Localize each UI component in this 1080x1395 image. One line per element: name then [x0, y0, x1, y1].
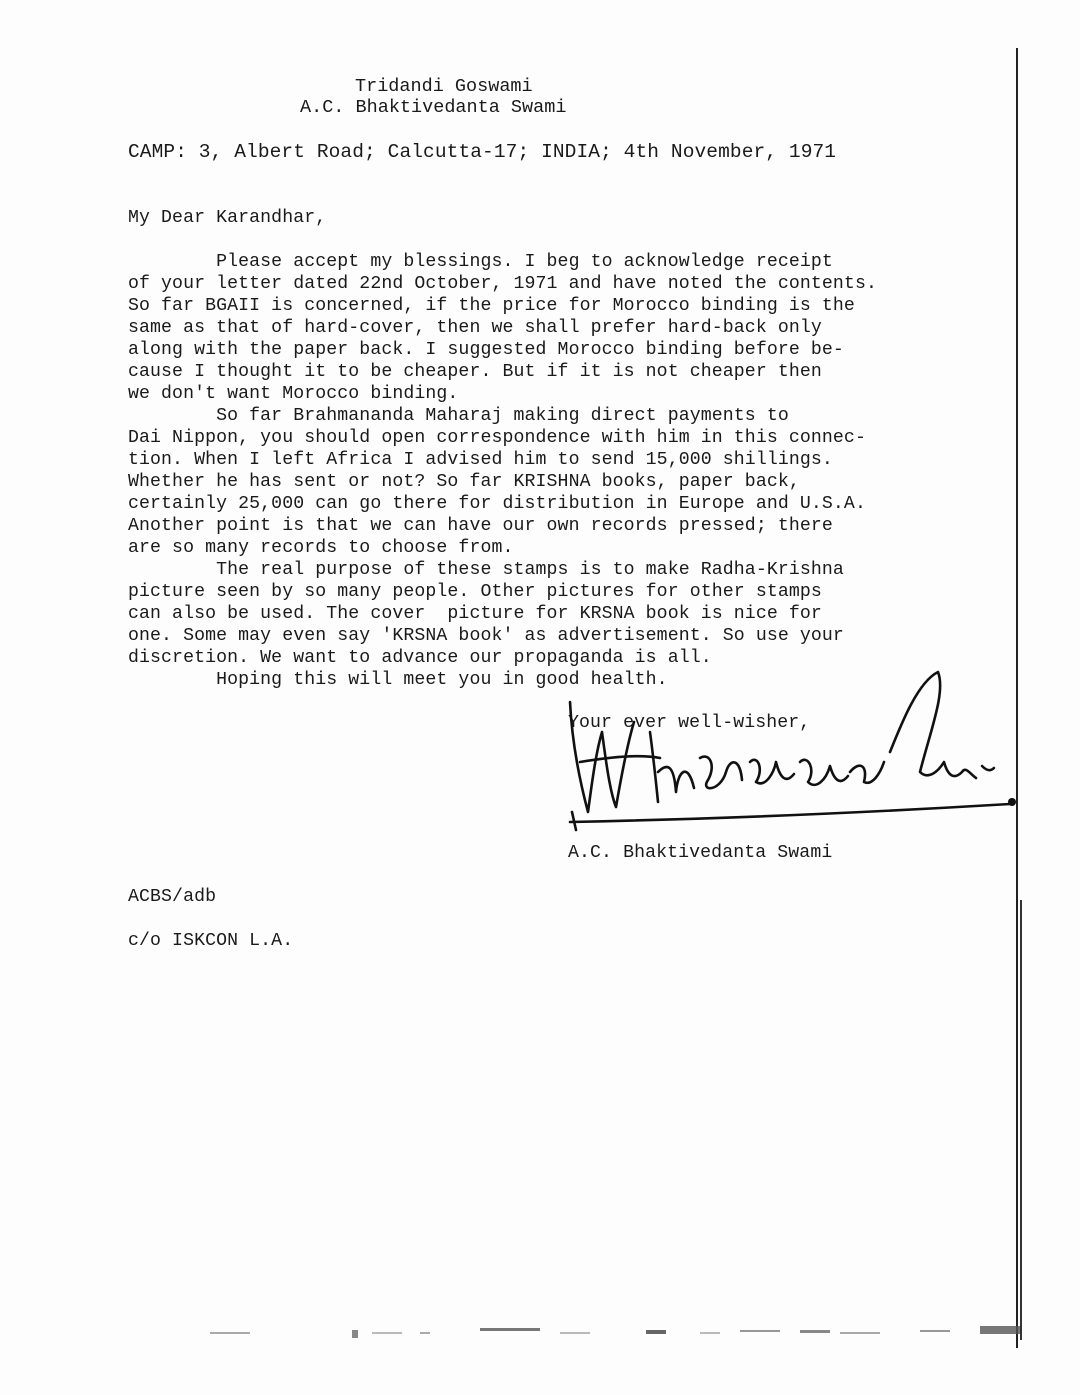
body-line: cause I thought it to be cheaper. But if it is not cheaper then	[128, 362, 822, 382]
body-line: we don't want Morocco binding.	[128, 384, 459, 404]
signatory-name: A.C. Bhaktivedanta Swami	[568, 843, 833, 863]
address-date-line: CAMP: 3, Albert Road; Calcutta-17; INDIA; 4th November, 1971	[128, 141, 837, 163]
scan-noise	[0, 1318, 1080, 1348]
body-line: The real purpose of these stamps is to make Radha-Krishna	[128, 560, 844, 580]
scan-edge-line-lower	[1020, 900, 1022, 1340]
letterhead-line-2: A.C. Bhaktivedanta Swami	[300, 97, 567, 118]
body-line: So far Brahmananda Maharaj making direct payments to	[128, 406, 789, 426]
body-line: Hoping this will meet you in good health.	[128, 670, 668, 690]
closing: Your ever well-wisher,	[568, 713, 811, 733]
body-line: along with the paper back. I suggested Morocco binding before be-	[128, 340, 844, 360]
body-line: discretion. We want to advance our propaganda is all.	[128, 648, 712, 668]
body-line: of your letter dated 22nd October, 1971 and have noted the contents.	[128, 274, 877, 294]
body-line: Another point is that we can have our own records pressed; there	[128, 516, 833, 536]
body-line: tion. When I left Africa I advised him to send 15,000 shillings.	[128, 450, 833, 470]
body-line: certainly 25,000 can go there for distribution in Europe and U.S.A.	[128, 494, 866, 514]
copy-to: c/o ISKCON L.A.	[128, 931, 294, 951]
body-line: same as that of hard-cover, then we shall prefer hard-back only	[128, 318, 822, 338]
handwritten-signature	[550, 662, 1020, 842]
letterhead-line-1: Tridandi Goswami	[355, 76, 533, 97]
body-line: picture seen by so many people. Other pictures for other stamps	[128, 582, 822, 602]
body-line: Whether he has sent or not? So far KRISHNA books, paper back,	[128, 472, 800, 492]
body-line: Please accept my blessings. I beg to acknowledge receipt	[128, 252, 833, 272]
body-line: Dai Nippon, you should open correspondence with him in this connec-	[128, 428, 866, 448]
salutation: My Dear Karandhar,	[128, 208, 327, 228]
body-line: can also be used. The cover picture for KRSNA book is nice for	[128, 604, 822, 624]
body-line: are so many records to choose from.	[128, 538, 514, 558]
reference-initials: ACBS/adb	[128, 887, 217, 907]
body-line: So far BGAII is concerned, if the price for Morocco binding is the	[128, 296, 855, 316]
body-line: one. Some may even say 'KRSNA book' as advertisement. So use your	[128, 626, 844, 646]
